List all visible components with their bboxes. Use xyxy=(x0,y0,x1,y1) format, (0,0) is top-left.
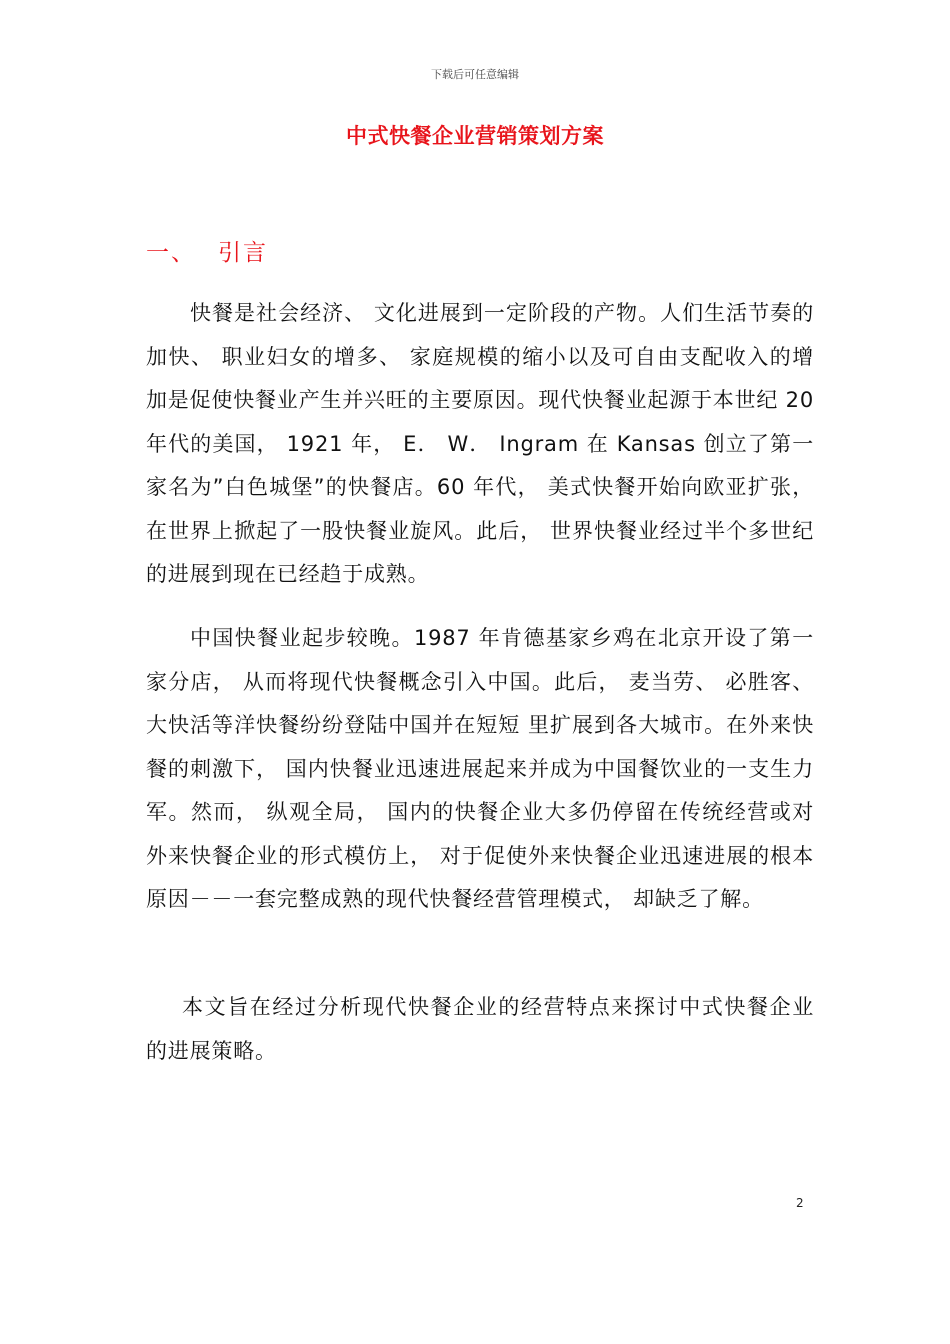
document-title: 中式快餐企业营销策划方案 xyxy=(346,124,604,148)
section-number: 一、 xyxy=(146,240,196,266)
paragraph-purpose: 本文旨在经过分析现代快餐企业的经营特点来探讨中式快餐企业的进展策略。 xyxy=(146,995,814,1063)
header-note: 下载后可任意编辑 xyxy=(431,68,519,81)
section-heading xyxy=(146,234,268,267)
page-number: 2 xyxy=(796,1196,804,1210)
paragraph-intro: 快餐是社会经济、 文化进展到一定阶段的产物。人们生活节奏的加快、 职业妇女的增多、 家庭规模的缩小以及可自由支配收入的增加是促使快餐业产生并兴旺的主要原因。现代快餐业起源于本世纪 20 年代的美国， 1921 年， E． W． Ingram 在 Kansas 创立了第一家名为”白色城堡”的快餐店。60 年代， 美式快餐开始向欧亚扩张， 在世界上掀起了一股快餐业旋风。此后， 世界快餐业经过半个多世纪的进展到现在已经趋于成熟。 xyxy=(146,301,814,586)
paragraph-china: 中国快餐业起步较晚。1987 年肯德基家乡鸡在北京开设了第一家分店， 从而将现代快餐概念引入中国。此后， 麦当劳、 必胜客、 大快活等洋快餐纷纷登陆中国并在短短 里扩展到各大城市。在外来快餐的刺激下， 国内快餐业迅速进展起来并成为中国餐饮业的一支生力军。然而， 纵观全局， 国内的快餐企业大多仍停留在传统经营或对外来快餐企业的形式模仿上， 对于促使外来快餐企业迅速进展的根本原因－－一套完整成熟的现代快餐经营管理模式， 却缺乏了解。 xyxy=(146,626,814,911)
section-title: 引言 xyxy=(218,240,268,266)
